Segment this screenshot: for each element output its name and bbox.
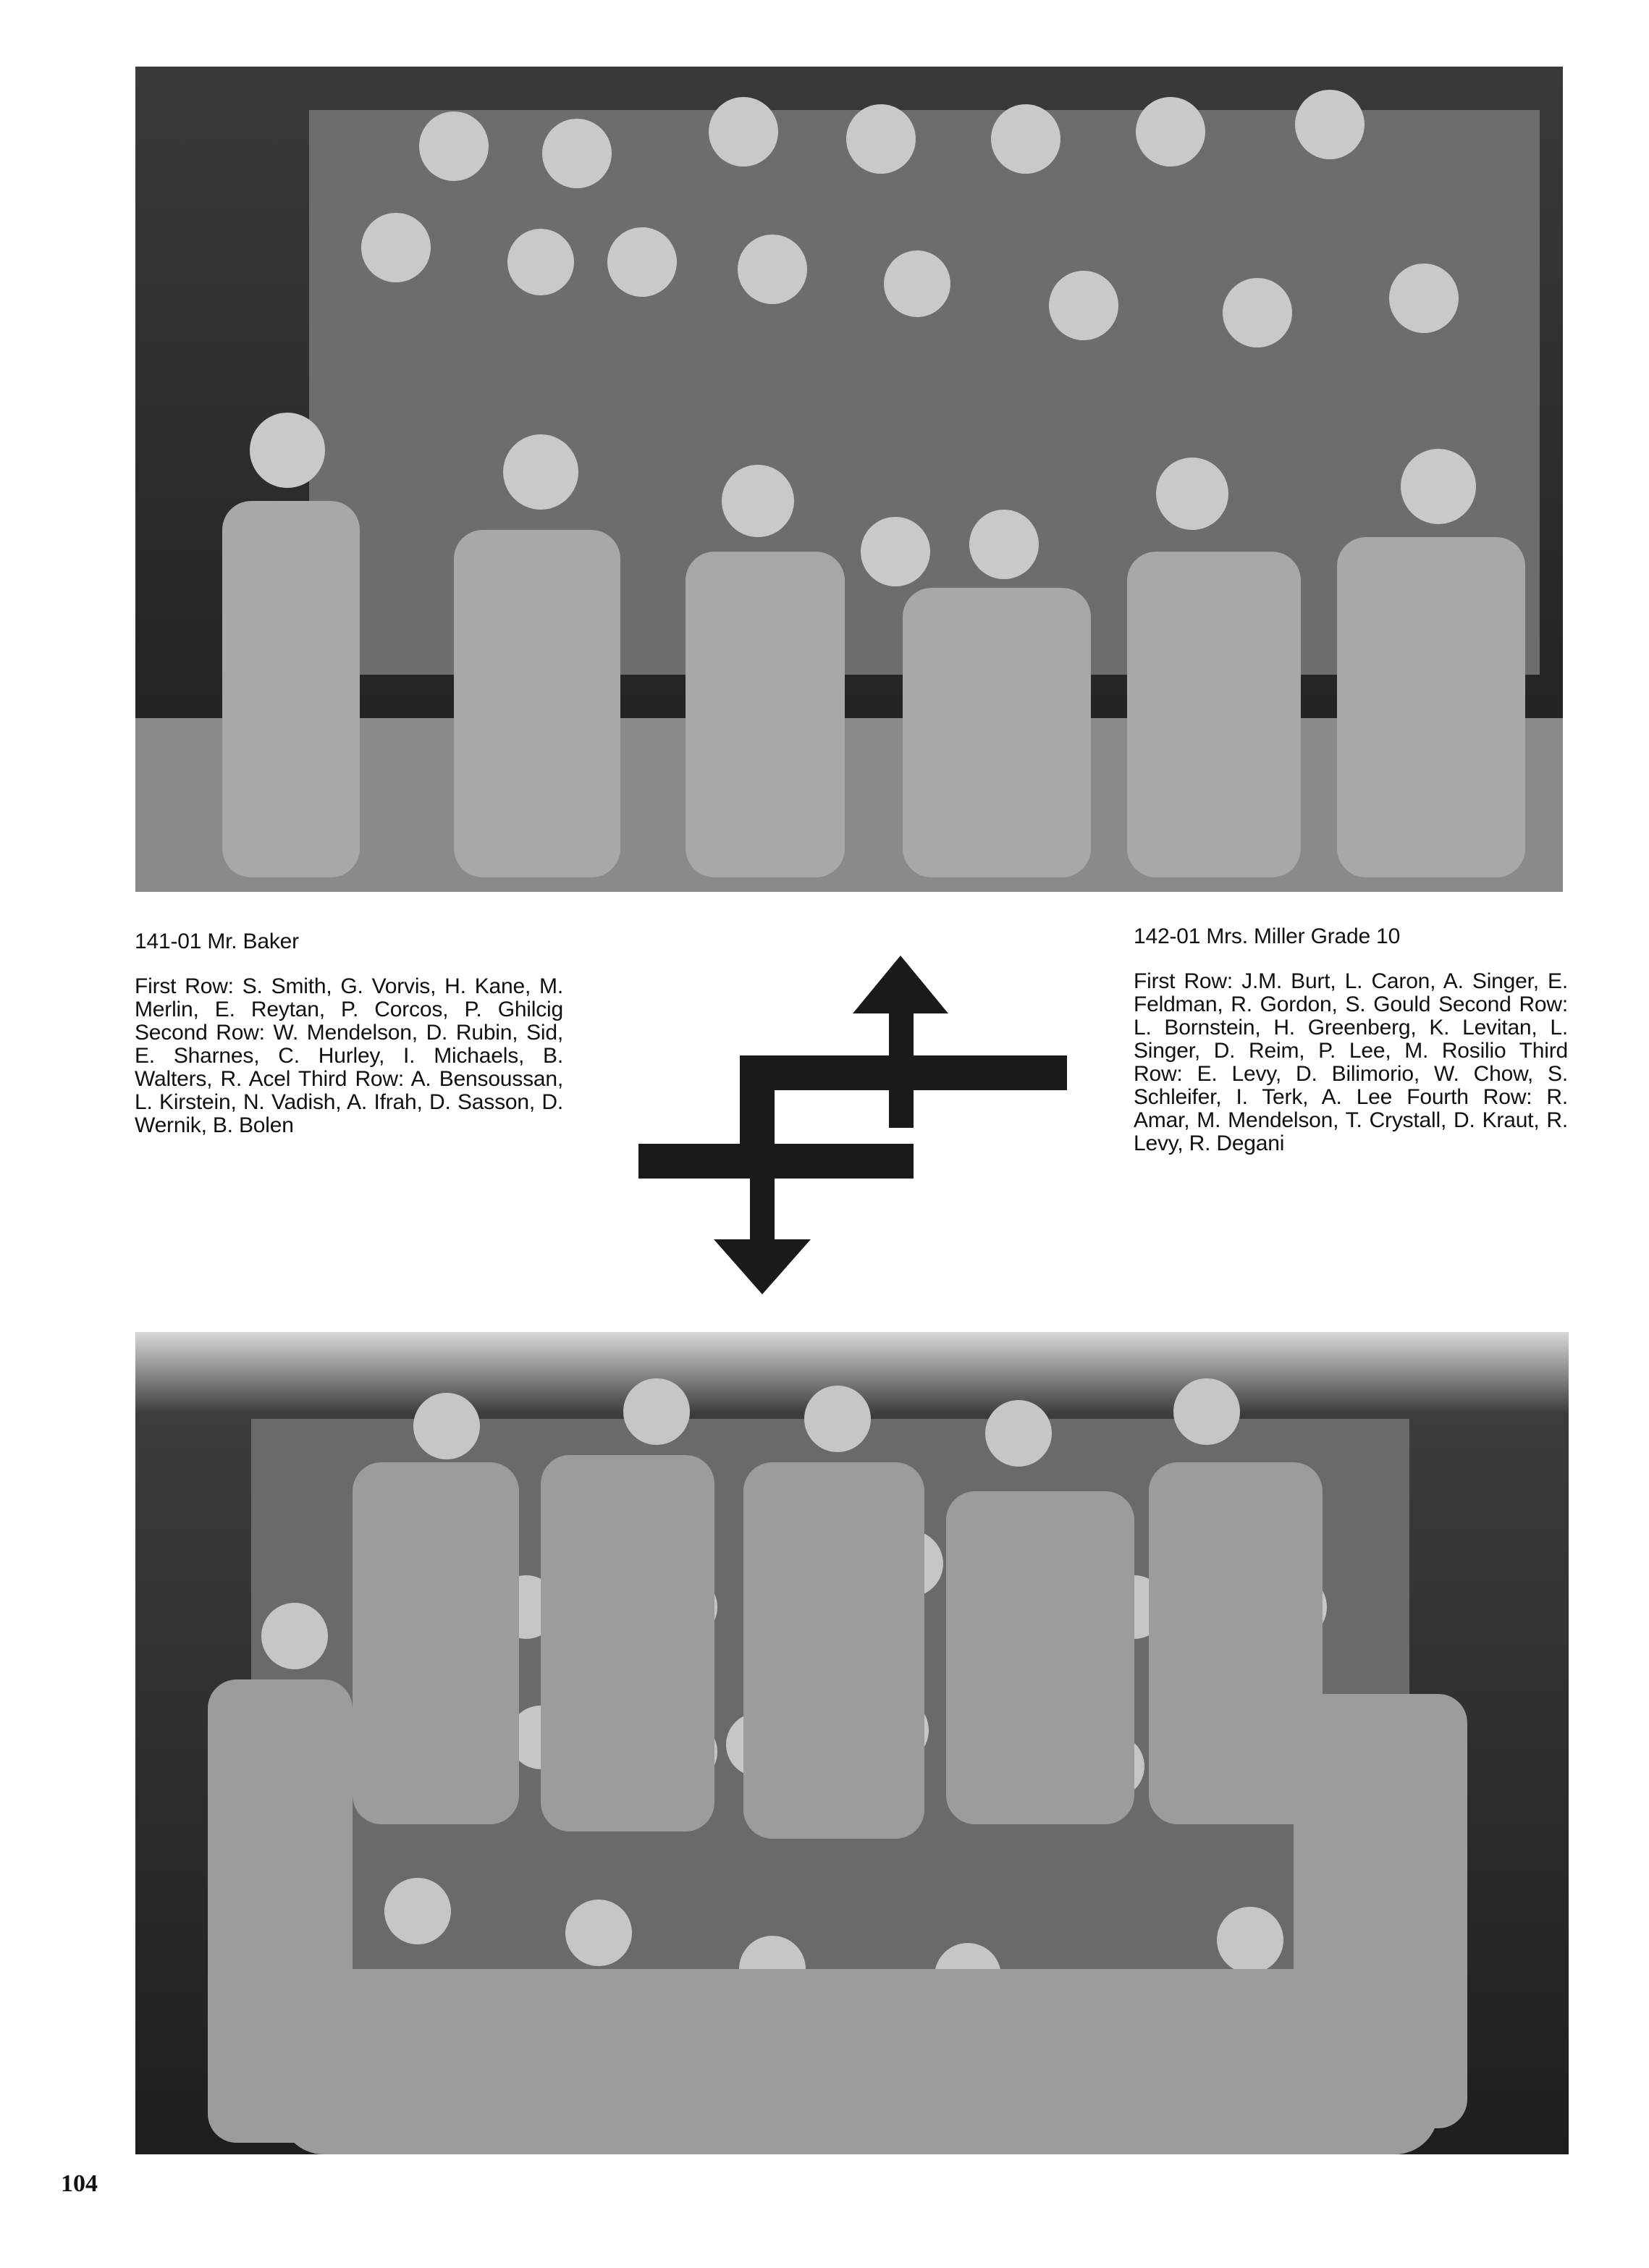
photo-bottom-graphic bbox=[135, 1332, 1569, 2154]
page-number: 104 bbox=[61, 2170, 98, 2197]
caption-141-01 bbox=[135, 930, 563, 1137]
caption-title: 142-01 Mrs. Miller Grade 10 bbox=[1134, 924, 1401, 948]
caption-142-01 bbox=[1134, 925, 1568, 1155]
caption-names: First Row: S. Smith, G. Vorvis, H. Kane, M. Merlin, E. Reytan, P. Corcos, P. Ghilcig Second Row: W. Mendelson, D. Rubin, Sid, E. Sharnes, C. Hurley, I. Michaels, B. Walters, R. Acel Third Row: A. Bensoussan, L. Kirstein, N. Vadish, A. Ifrah, D. Sasson, D. Wernik, B. Bolen bbox=[135, 974, 563, 1137]
photo-top-graphic bbox=[135, 67, 1563, 892]
caption-names: First Row: J.M. Burt, L. Caron, A. Singer, E. Feldman, R. Gordon, S. Gould Second Row: L. Bornstein, H. Greenberg, K. Levitan, L. Singer, D. Reim, P. Lee, M. Rosilio Third Row: E. Levy, D. Bilimorio, W. Chow, S. Schleifer, I. Terk, A. Lee Fourth Row: R. Amar, M. Mendelson, T. Crystall, D. Kraut, R. Levy, R. Degani bbox=[1134, 969, 1568, 1155]
interlocking-arrows-icon bbox=[638, 956, 1067, 1294]
caption-title: 141-01 Mr. Baker bbox=[135, 929, 299, 953]
class-photo-142-01 bbox=[135, 1332, 1569, 2154]
class-photo-141-01 bbox=[135, 67, 1563, 892]
